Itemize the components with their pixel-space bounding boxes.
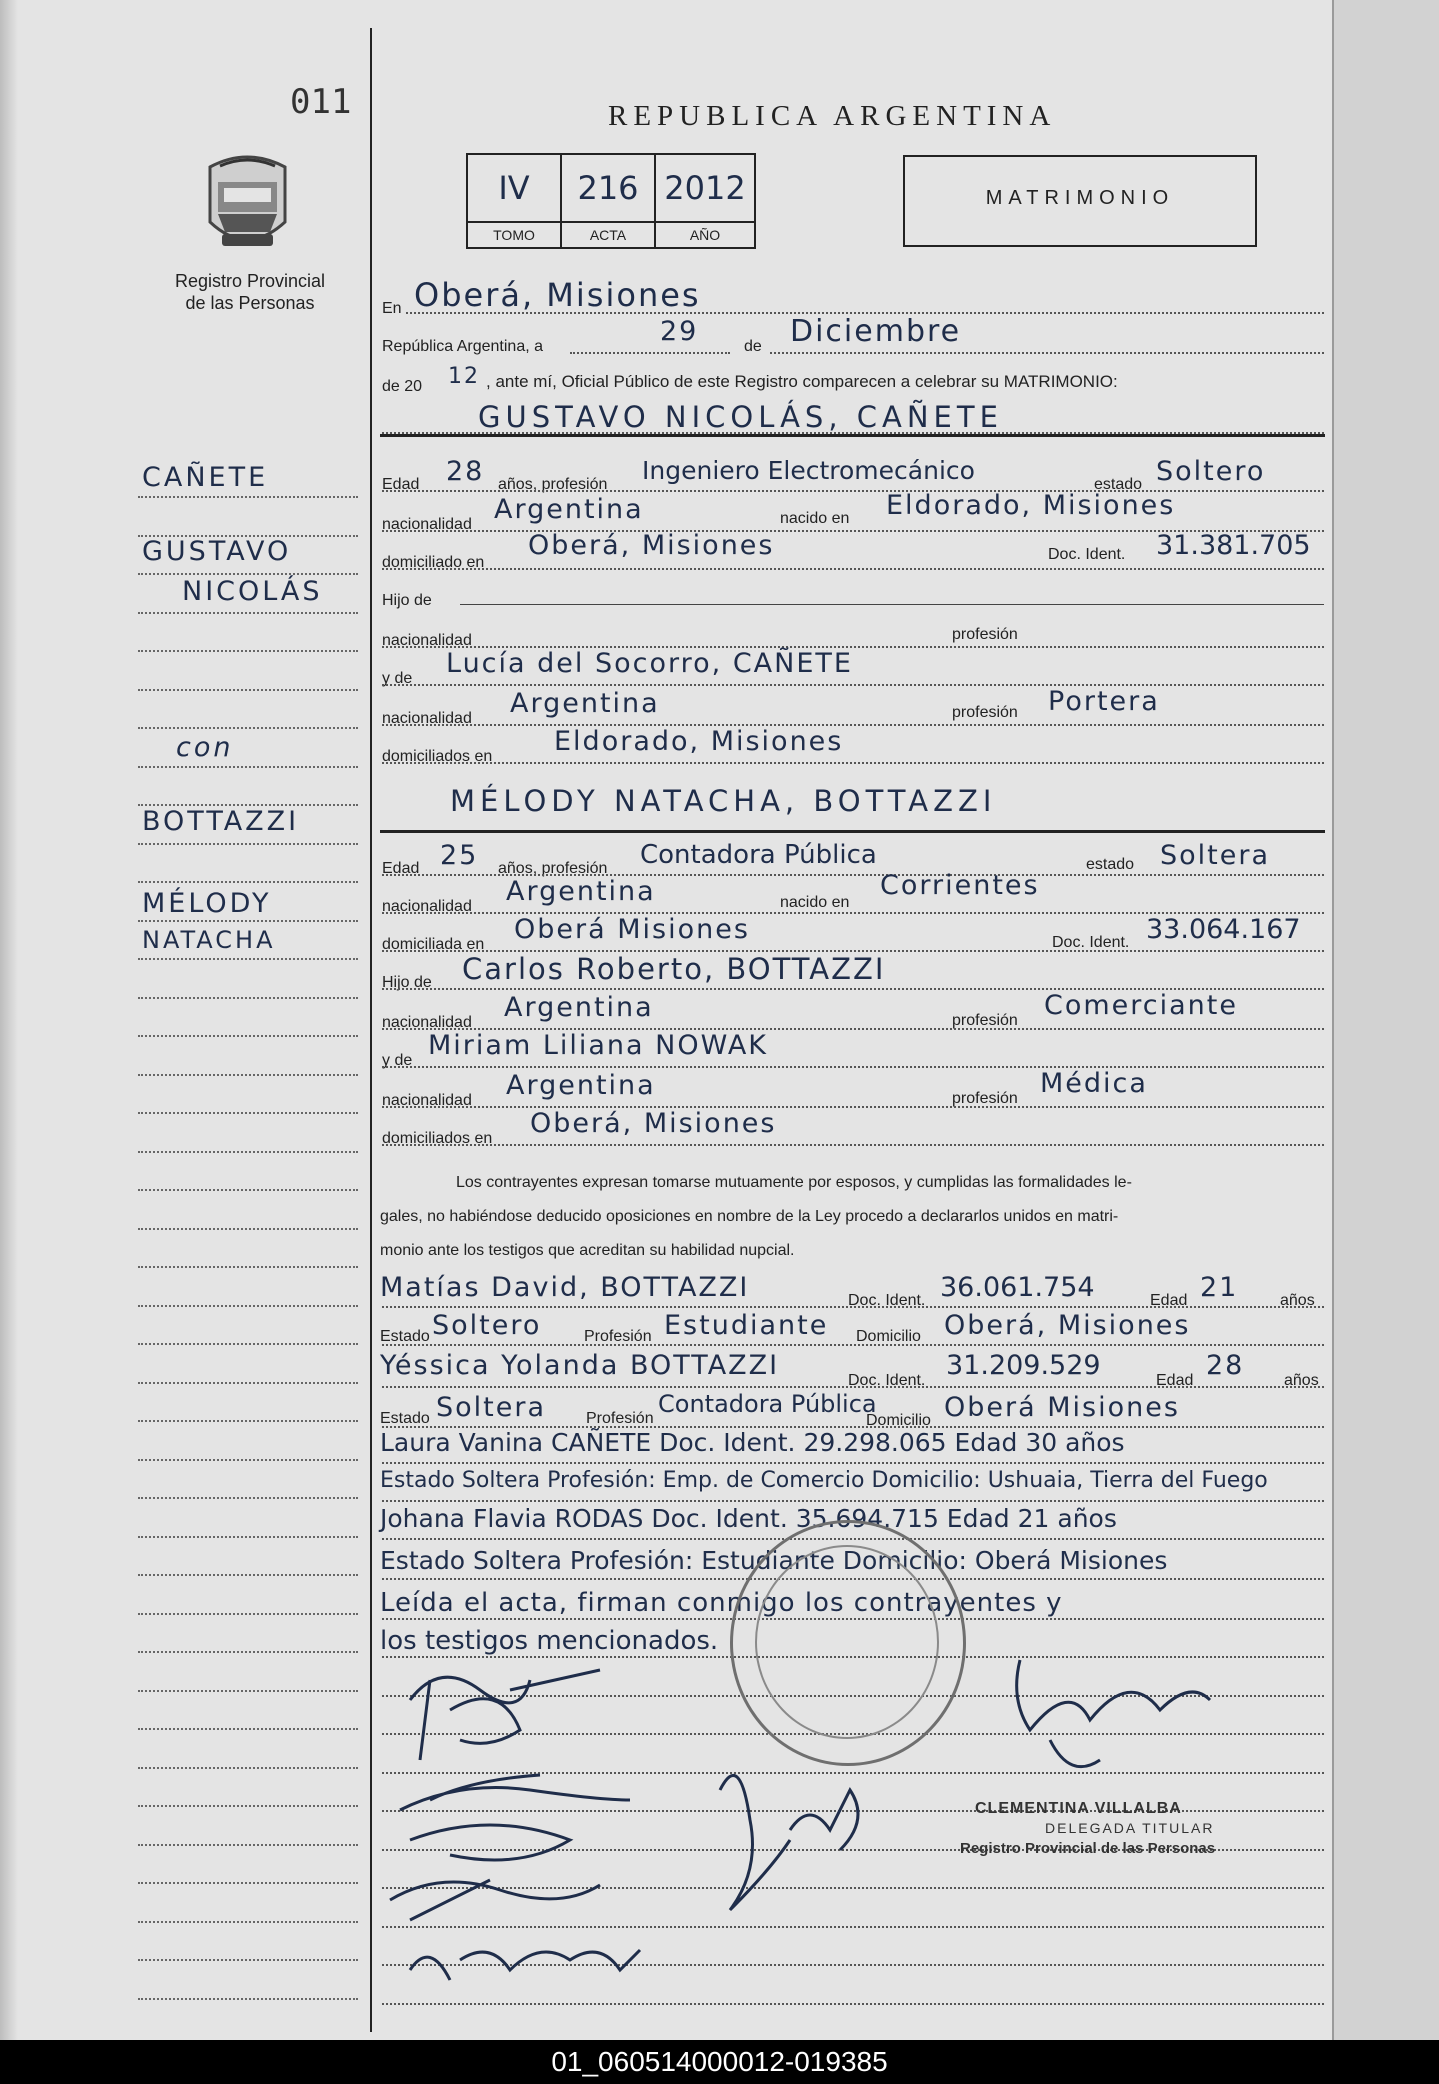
groom-nacido: Eldorado, Misiones <box>886 490 1176 521</box>
margin-rule-line <box>138 1651 358 1653</box>
groom-line-1 <box>382 490 1324 492</box>
margin-rule-line <box>138 1844 358 1846</box>
witness-signature-2 <box>410 1950 640 1980</box>
groom-profesion: Ingeniero Electromecánico <box>642 456 975 485</box>
margin-rule-line <box>138 1151 358 1153</box>
bride-line-8 <box>382 1144 1324 1146</box>
margin-given-2b: NATACHA <box>142 926 276 954</box>
bride-padre-prof-label: profesión <box>952 1012 1018 1029</box>
tomo-value: IV <box>498 169 530 207</box>
groom-name: GUSTAVO NICOLÁS, CAÑETE <box>478 400 1003 434</box>
margin-rule-line <box>138 1998 358 2000</box>
acta-label: ACTA <box>562 221 654 247</box>
groom-section-rule <box>380 434 1325 437</box>
bride-estado-label: estado <box>1086 856 1135 873</box>
bride-yde-label: y de <box>382 1052 413 1069</box>
groom-estado-label: estado <box>1094 476 1143 493</box>
scan-file-id: 01_060514000012-019385 <box>0 2040 1439 2084</box>
groom-hijo-label: Hijo de <box>382 592 432 609</box>
margin-rule-line <box>138 958 358 960</box>
margin-given-1b: NICOLÁS <box>182 576 323 607</box>
witness-3-line-2: Estado Soltera Profesión: Emp. de Comercio Domicilio: Ushuaia, Tierra del Fuego <box>380 1468 1268 1493</box>
margin-con: con <box>176 732 234 763</box>
groom-edad-label: Edad <box>382 476 420 493</box>
bride-nacido-label: nacido en <box>780 894 850 911</box>
margin-rule-line <box>138 1228 358 1230</box>
bride-madre-prof: Médica <box>1040 1068 1148 1099</box>
groom-signature <box>410 1670 600 1760</box>
bride-profesion: Contadora Pública <box>640 840 877 870</box>
margin-rule-line <box>138 1767 358 1769</box>
bride-madre: Miriam Liliana NOWAK <box>428 1030 769 1061</box>
groom-doc: 31.381.705 <box>1156 530 1311 561</box>
groom-padre-prof-label: profesión <box>952 626 1018 643</box>
witness-2-dom-label: Domicilio <box>866 1412 931 1429</box>
witness-1-edad-label: Edad <box>1150 1292 1188 1309</box>
provincial-seal-icon <box>200 152 295 257</box>
bride-nacionalidad: Argentina <box>506 876 656 907</box>
margin-rule-line <box>138 1035 358 1037</box>
margin-rule-line <box>138 1921 358 1923</box>
witness-1-dom-label: Domicilio <box>856 1328 921 1345</box>
margin-rule-line <box>138 1459 358 1461</box>
groom-nacionalidad: Argentina <box>494 494 644 525</box>
witness-line-2 <box>382 1344 1324 1346</box>
margin-rule-line <box>138 650 358 652</box>
bride-edad: 25 <box>440 840 479 871</box>
witness-2-edad-label: Edad <box>1156 1372 1194 1389</box>
margin-rule-line <box>138 997 358 999</box>
margin-rule-line <box>138 1382 358 1384</box>
margin-rule-line <box>138 881 358 883</box>
witness-line-6 <box>382 1500 1324 1502</box>
margin-rule-line <box>138 1613 358 1615</box>
tomo-label: TOMO <box>468 221 560 247</box>
witness-2-doc-label: Doc. Ident. <box>848 1372 926 1389</box>
registry-name <box>155 270 345 314</box>
witness-2-estado-label: Estado <box>380 1410 430 1427</box>
volume-record-box <box>466 153 756 249</box>
anio-cell <box>656 155 754 247</box>
margin-rule-line <box>138 1690 358 1692</box>
anio-value: 2012 <box>664 169 746 207</box>
groom-nac-label: nacionalidad <box>382 516 472 533</box>
groom-yde-label: y de <box>382 670 413 687</box>
bride-signature <box>400 1775 630 1860</box>
day-value: 29 <box>660 316 699 347</box>
bride-profesion-label: años, profesión <box>498 860 608 877</box>
year-prefix: de 20 <box>382 378 423 395</box>
witness-1-estado-label: Estado <box>380 1328 430 1345</box>
groom-line-6 <box>382 684 1324 686</box>
day-line <box>570 352 730 354</box>
bride-nac-label: nacionalidad <box>382 898 472 915</box>
bride-madre-prof-label: profesión <box>952 1090 1018 1107</box>
groom-profesion-label: años, profesión <box>498 476 608 493</box>
margin-rule-line <box>138 1882 358 1884</box>
witness-2-edad: 28 <box>1206 1350 1245 1381</box>
bride-madre-nac: Argentina <box>506 1070 656 1101</box>
margin-rule-line <box>138 1074 358 1076</box>
year-suffix: 12 <box>448 364 480 389</box>
margin-given-1a: GUSTAVO <box>142 536 292 567</box>
month-line <box>770 352 1324 354</box>
witness-2-prof-label: Profesión <box>586 1410 654 1427</box>
margin-rule-line <box>138 496 358 498</box>
witness-signature-1 <box>390 1880 600 1920</box>
margin-rule-line <box>138 727 358 729</box>
margin-rule-line <box>138 612 358 614</box>
margin-rule-line <box>138 1959 358 1961</box>
groom-domicilio: Oberá, Misiones <box>528 530 775 561</box>
margin-rule-line <box>138 1728 358 1730</box>
page-binding-shadow <box>0 0 18 2040</box>
witness-signature-3 <box>720 1775 858 1910</box>
margin-rule-line <box>138 1805 358 1807</box>
witness-2-prof: Contadora Pública <box>658 1390 877 1418</box>
groom-edad: 28 <box>446 456 485 487</box>
registrar-name: CLEMENTINA VILLALBA <box>975 1800 1182 1817</box>
bride-line-7 <box>382 1106 1324 1108</box>
witness-4-line-2: Estado Soltera Profesión: Estudiante Domicilio: Oberá Misiones <box>380 1546 1168 1575</box>
witness-1-doc-label: Doc. Ident. <box>848 1292 926 1309</box>
bride-dom-padres-label: domiciliados en <box>382 1130 493 1147</box>
bride-estado: Soltera <box>1160 840 1271 871</box>
witness-1-prof-label: Profesión <box>584 1328 652 1345</box>
margin-rule-line <box>138 1305 358 1307</box>
witness-2-estado: Soltera <box>436 1392 547 1423</box>
margin-rule-line <box>138 1343 358 1345</box>
witness-2-dom: Oberá Misiones <box>944 1392 1180 1423</box>
declaration-line-3: monio ante los testigos que acreditan su habilidad nupcial. <box>380 1242 795 1259</box>
groom-doc-label: Doc. Ident. <box>1048 546 1126 563</box>
witness-1-prof: Estudiante <box>664 1310 829 1341</box>
margin-rule-line <box>138 535 358 537</box>
witness-2-doc: 31.209.529 <box>946 1350 1101 1381</box>
groom-estado: Soltero <box>1156 456 1266 487</box>
bride-doc: 33.064.167 <box>1146 914 1301 945</box>
place-value: Oberá, Misiones <box>414 276 701 314</box>
anio-label: AÑO <box>656 221 754 247</box>
margin-given-2a: MÉLODY <box>142 888 272 919</box>
registrar-signature <box>1017 1660 1210 1767</box>
witness-2-anios-label: años <box>1284 1372 1319 1389</box>
margin-rule-line <box>138 689 358 691</box>
registrar-office: Registro Provincial de las Personas <box>960 1840 1216 1857</box>
groom-line-4 <box>460 604 1324 605</box>
bride-name: MÉLODY NATACHA, BOTTAZZI <box>450 784 997 818</box>
groom-padre-nac-label: nacionalidad <box>382 632 472 649</box>
bride-padre-nac-label: nacionalidad <box>382 1014 472 1031</box>
witness-3-line-1: Laura Vanina CAÑETE Doc. Ident. 29.298.065 Edad 30 años <box>380 1428 1125 1457</box>
registry-line-2: de las Personas <box>185 293 315 313</box>
margin-rule-line <box>138 843 358 845</box>
margin-rule-line <box>138 804 358 806</box>
groom-madre: Lucía del Socorro, CAÑETE <box>446 648 853 679</box>
witness-line-5 <box>382 1462 1324 1464</box>
bride-madre-nac-label: nacionalidad <box>382 1092 472 1109</box>
groom-line-3 <box>382 568 1324 570</box>
bride-dom-label: domiciliada en <box>382 936 485 953</box>
bride-edad-label: Edad <box>382 860 420 877</box>
bride-line-6 <box>382 1066 1324 1068</box>
groom-line-8 <box>382 762 1324 764</box>
groom-dom-label: domiciliado en <box>382 554 485 571</box>
witness-4-line-1: Johana Flavia RODAS Doc. Ident. 35.694.715 Edad 21 años <box>380 1504 1117 1533</box>
registrar-title: DELEGADA TITULAR <box>1045 1820 1215 1836</box>
page-number: 011 <box>290 82 352 122</box>
margin-rule-line <box>138 1112 358 1114</box>
bride-nacido: Corrientes <box>880 870 1040 901</box>
tomo-cell <box>468 155 562 247</box>
groom-madre-prof: Portera <box>1048 686 1160 717</box>
bride-padre: Carlos Roberto, BOTTAZZI <box>462 952 886 986</box>
groom-dom-padres: Eldorado, Misiones <box>554 726 844 757</box>
groom-madre-nac-label: nacionalidad <box>382 710 472 727</box>
margin-rule-line <box>138 1536 358 1538</box>
en-label: En <box>382 300 402 317</box>
margin-rule-line <box>138 1266 358 1268</box>
margin-rule-line <box>138 1189 358 1191</box>
groom-nacido-label: nacido en <box>780 510 850 527</box>
margin-rule-line <box>138 1574 358 1576</box>
witness-line-3 <box>382 1386 1324 1388</box>
declaration-line-1: Los contrayentes expresan tomarse mutuamente por esposos, y cumplidas las formalidades le- <box>456 1174 1132 1191</box>
witness-1-name: Matías David, BOTTAZZI <box>380 1272 750 1303</box>
acta-cell <box>562 155 656 247</box>
groom-line-7 <box>382 724 1324 726</box>
margin-rule-line <box>138 920 358 922</box>
bride-dom-padres: Oberá, Misiones <box>530 1108 777 1139</box>
country-title: REPUBLICA ARGENTINA <box>608 100 1057 132</box>
republica-label: República Argentina, a <box>382 338 543 355</box>
doc-type: MATRIMONIO <box>985 187 1175 209</box>
witness-1-anios-label: años <box>1280 1292 1315 1309</box>
bride-hijo-label: Hijo de <box>382 974 432 991</box>
groom-madre-prof-label: profesión <box>952 704 1018 721</box>
bride-padre-prof: Comerciante <box>1044 990 1238 1021</box>
closing-line-1: Leída el acta, firman conmigo los contrayentes y <box>380 1588 1063 1618</box>
bride-section-rule <box>380 830 1325 833</box>
month-value: Diciembre <box>790 314 962 349</box>
next-page-edge <box>1332 0 1439 2040</box>
witness-1-edad: 21 <box>1200 1272 1239 1303</box>
doc-type-box <box>903 155 1257 247</box>
witness-1-doc: 36.061.754 <box>940 1272 1095 1303</box>
margin-surname-2: BOTTAZZI <box>142 806 300 837</box>
acta-value: 216 <box>577 169 639 207</box>
closing-line-2: los testigos mencionados. <box>380 1626 719 1656</box>
declaration-line-2: gales, no habiéndose deducido oposiciones en nombre de la Ley procedo a declararlos unidos en matri- <box>380 1208 1119 1225</box>
margin-rule-line <box>138 1420 358 1422</box>
margin-surname-1: CAÑETE <box>142 462 269 493</box>
groom-madre-nac: Argentina <box>510 688 660 719</box>
witness-line-1 <box>382 1306 1324 1308</box>
witness-1-estado: Soltero <box>432 1310 542 1341</box>
bride-padre-nac: Argentina <box>504 992 654 1023</box>
witness-1-dom: Oberá, Misiones <box>944 1310 1191 1341</box>
margin-rule-line <box>138 766 358 768</box>
witness-2-name: Yéssica Yolanda BOTTAZZI <box>380 1350 780 1381</box>
bride-doc-label: Doc. Ident. <box>1052 934 1130 951</box>
bride-domicilio: Oberá Misiones <box>514 914 750 945</box>
margin-rule-line <box>138 573 358 575</box>
intro-clause: , ante mí, Oficial Público de este Registro comparecen a celebrar su MATRIMONIO: <box>486 372 1118 391</box>
de-label: de <box>744 338 762 355</box>
groom-dom-padres-label: domiciliados en <box>382 748 493 765</box>
registry-line-1: Registro Provincial <box>174 271 326 291</box>
margin-rule-line <box>138 1497 358 1499</box>
